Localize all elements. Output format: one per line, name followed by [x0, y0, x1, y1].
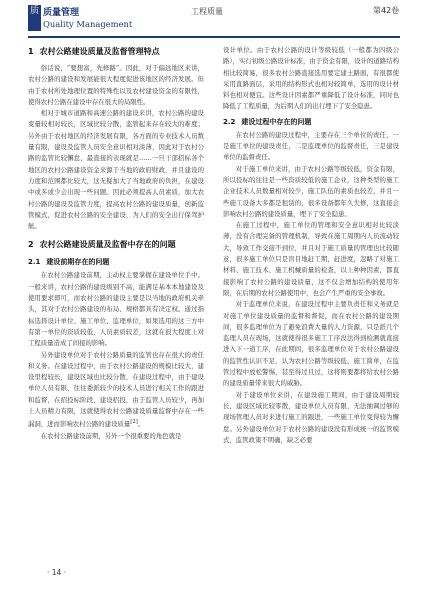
heading-number: 2.2 — [223, 117, 236, 126]
paragraph: 对于监理单位来说，在建设过程中主要负责任和义务就是对施工单位建设质量的监督和督促，而在农村公路的建设期间，很多监理单位为了避免浪费大量的人力资源，只是派几个监理人员在现场，这就使得很多施工工序没法得到检测就直接进入下一道工序，在此期间，很多监理单位对于农村公路建设的监管性认识不足，认为农村公路等级较低，施工简单，在监管过程中放松警惕，甚至得过且过，这将则要都将给农村公路的建设质量带来很大的威胁。 — [223, 300, 399, 388]
citation-marker: [2] — [130, 419, 138, 426]
page-header — [0, 0, 427, 44]
volume-label: 第42卷 — [373, 6, 400, 15]
section-title: 工程质量 — [191, 7, 223, 16]
subsection-heading-2-1 — [28, 256, 204, 268]
paragraph: 设计单位。由于农村公路的设计等级较低（一般都为四级公路），实行初级公路设计标准，由于资金有限，设计的道路结构相比较简易，很多农村公路直接选用要定建土路面，有很都使采用直路面层，采用的结构形式也相对较简单，选用的设计材料也相对便宜。这些设计因素都严重降低了设计标准，同时也降低了工程质量，为后期人们的出行埋下了安全隐患。 — [223, 46, 399, 111]
heading-text: 建设前期存在的问题 — [46, 258, 110, 267]
logo-mark: 质 — [30, 6, 40, 16]
paragraph: 在农村公路建设前期，主动权主要掌握在建设单位手中。一般来讲，农村公路的建设级别不高，能满足基本本地建设及使用要求即可，而农村公路的建设主要是以当地的政府机关牵头，其对于农村公路建设的布局、规格都具有决定权。通过指标选择设计单位、施工单位、监理单位，如果选用的这三方中有第一单位的资质较低，人员素质较差，这就在很大程度上对工程质量造成了间接的影响。 — [28, 271, 204, 348]
journal-name-cn: 质量管理 — [43, 8, 80, 18]
heading-number: 2.1 — [28, 258, 41, 267]
heading-text: 农村公路建设质量及监督中存在的问题 — [39, 240, 176, 250]
paragraph: 在施工过程中，施工单位的管理和安全意识相对比较淡薄，没有合理完备的管理机制，导致在施工周期内人员流动较大，导致工作交接不到位，并且对于施工质量的管理也比较随意，很多施工单位只是盲目地赶工期，赶进度，忽略了对施工材料、施工技术、施工机械质量的检查，以上种种因素，都直接影响了农村公路的建设质量，这不仅会增加结构的使用年限，在后期的农村公路使用中，也会产生严重的安全事故。 — [223, 221, 399, 297]
paragraph: 在农村公路建设前期，另外一个很重要的角色就是 — [40, 431, 182, 440]
journal-name-en: Quality Management — [43, 19, 133, 29]
paragraph: 对于建设单位来讲，在建设施工期间，由于建设周期较长，建设区域比较零散，建设单位人员有限，无法抽调过够的现场管理人员对来进行施工的跟进，一些施工单位变得较为懈怠。另外建设单位对于农村公路的建设没有形成统一的监管模式，监管政策不明确，缺乏必要 — [223, 390, 399, 444]
journal-logo-icon — [28, 5, 41, 31]
heading-text: 农村公路建设质量及监督管理特点 — [39, 47, 160, 56]
heading-text: 建设过程中存在的问题 — [241, 117, 312, 126]
paragraph: 在农村公路的建设过程中，主要存在三个单位的责任，一是施工单位的建设责任，二是监理单位的监督责任，三是建设单位的监督责任。 — [223, 130, 399, 162]
paragraph: 对于施工单位来讲，由于农村公路等级较低，资金有限，所以投标的往往是一些资质较低的施工企业，这种类型的施工企业技术人员数量相对较少，施工队伍的素质也较差，并且一些施工设备大多都是租赁的，很多设备都年久失修，这直接会影响农村公路的建设质量，埋下了安全隐患。 — [223, 164, 399, 218]
paragraph: 相对于城市道路和高速公路的建设来讲，农村公路的建设变量较相对较长，区域比较分散，监管起来存在较大的难度；另外由于农村地区的经济发展有限，各方面的专业技术人员数量有限，建设及监管人员安全意识相对淡薄，因此对于农村公路的监管比较懈怠，最直接的表现就是……一旦干部招标各个地区的农村公路建设资金来源于当地的政府财政，并且建设的力度和范围都比较大，这无疑加大了当地政府的负担，在建设中或多或少会出现一些问题。因此必须提高人员素质，加大农村公路的建设及监管力度，提高农村公路的建设质量，创新监管模式，促进农村公路的安全建设，为人们的安全出行保驾护航。 — [28, 109, 204, 231]
heading-number: 1 — [28, 47, 34, 56]
heading-number: 2 — [28, 240, 34, 250]
right-column — [223, 45, 399, 446]
paragraph: 俗话说，“要想富，先修路”。因此，对于偏远地区来讲，农村公路的建设和发展能很大程度促进该地区的经济发展。但由于农村所处地理位置的特殊性以及农村建设资金的有限性，使得农村公路在建设中存在很大的局限性。 — [28, 64, 204, 106]
paragraph-text: 另外建设单位对于农村公路质量的监管也存在很大的责任和义务。在建设过程中，由于农村公路建设的规模比较大，建设里程较长，建设区域也比较分散，在建设过程中，由于建设单位人员有限，往往委派较少的技术人员进行相关工作的跟进和监督，在招投标阶段，建设招投，由于监管人员较少，再加上人员精力有限，这就使得农村公路建设质量监督中存在一些漏洞，进而影响农村公路的建设质量 — [28, 350, 204, 429]
left-column — [28, 45, 204, 442]
page-number: · 14 · — [47, 568, 67, 577]
section-heading-2 — [28, 238, 204, 252]
subsection-heading-2-2 — [223, 116, 399, 128]
header-divider — [28, 36, 400, 38]
section-heading-1 — [28, 45, 204, 59]
paragraph-with-citation: 另外建设单位对于农村公路质量的监管也存在很大的责任和义务。在建设过程中，由于农村公路建设的规模比较大，建设里程较长，建设区域也比较分散，在建设过程中，由于建设单位人员有限，往往委派较少的技术人员进行相关工作的跟进和监督，在招投标阶段，建设招投，由于监管人员较少，再加上人员精力有限，这就使得农村公路建设质量监督中存在一些漏洞，进而影响农村公路的建设质量[2]。 — [28, 350, 204, 429]
